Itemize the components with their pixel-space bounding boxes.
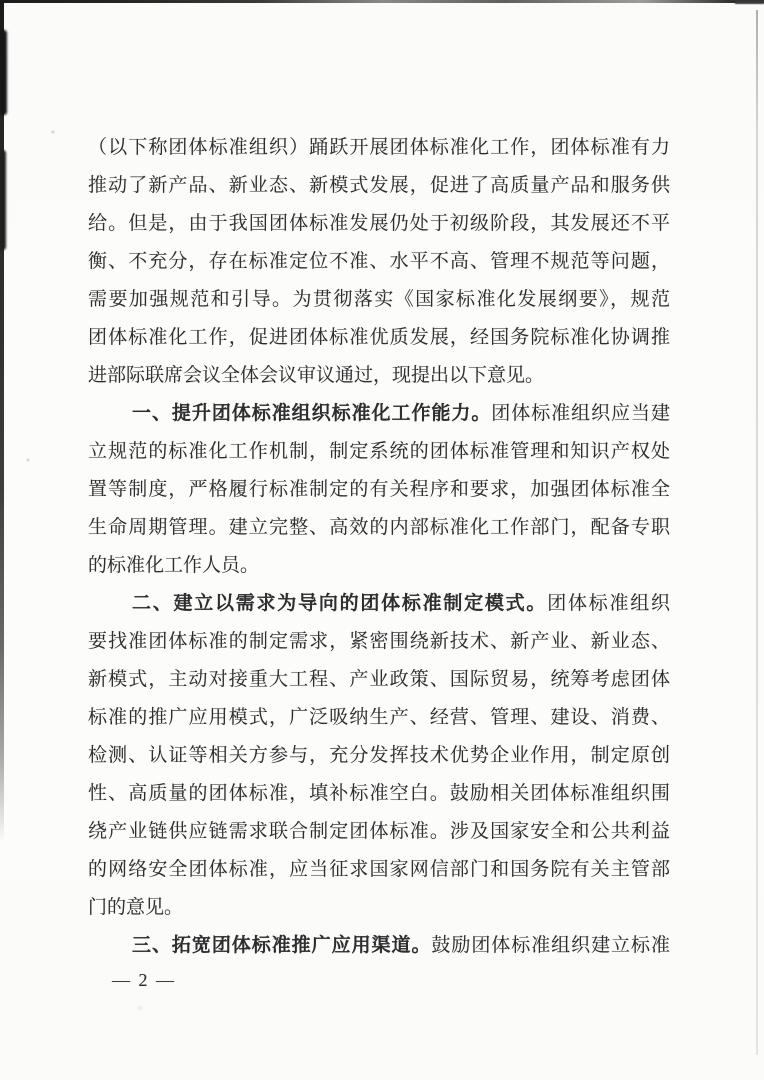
text-line: 要找准团体标准的制定需求，紧密围绕新技术、新产业、新业态、 [88, 631, 670, 652]
text-line: 推动了新产品、新业态、新模式发展，促进了高质量产品和服务供 [88, 175, 670, 196]
text-line: 需要加强规范和引导。为贯彻落实《国家标准化发展纲要》，规范 [88, 289, 670, 310]
text-line: 标准的推广应用模式，广泛吸纳生产、经营、管理、建设、消费、 [88, 707, 670, 728]
text-run: 团体标准组织应当建 [491, 403, 670, 424]
text-line: 的网络安全团体标准，应当征求国家网信部门和国务院有关主管部 [88, 859, 670, 880]
text-line: 立规范的标准化工作机制，制定系统的团体标准管理和知识产权处 [88, 441, 670, 462]
text-line [88, 395, 670, 433]
scan-edge-left-blotch [0, 30, 7, 115]
text-line: 团体标准化工作，促进团体标准优质发展，经国务院标准化协调推 [88, 327, 670, 348]
section-heading: 三、拓宽团体标准推广应用渠道。 [132, 935, 432, 956]
text-line [88, 585, 670, 623]
text-run: 鼓励团体标准组织建立标准 [431, 935, 670, 956]
text-line: （以下称团体标准组织）踊跃开展团体标准化工作，团体标准有力 [88, 137, 670, 158]
text-line [88, 927, 670, 965]
scan-edge-top [0, 0, 764, 3]
section-heading: 二、建立以需求为导向的团体标准制定模式。 [132, 593, 548, 614]
text-line: 新模式，主动对接重大工程、产业政策、国际贸易，统筹考虑团体 [88, 669, 670, 690]
text-line: 检测、认证等相关方参与，充分发挥技术优势企业作用，制定原创 [88, 745, 670, 766]
text-line: 绕产业链供应链需求联合制定团体标准。涉及国家安全和公共利益 [88, 821, 670, 842]
text-line: 置等制度，严格履行标准制定的有关程序和要求，加强团体标准全 [88, 479, 670, 500]
text-line: 生命周期管理。建立完整、高效的内部标准化工作部门，配备专职 [88, 517, 670, 538]
text-line: 性、高质量的团体标准，填补标准空白。鼓励相关团体标准组织围 [88, 783, 670, 804]
scan-edge-left-blotch [0, 150, 6, 250]
document-body [88, 129, 670, 965]
section-heading: 一、提升团体标准组织标准化工作能力。 [132, 403, 492, 424]
text-line: 的标准化工作人员。 [88, 555, 260, 576]
text-line: 进部际联席会议全体会议审议通过，现提出以下意见。 [88, 365, 545, 386]
text-line: 衡、不充分，存在标准定位不准、水平不高、管理不规范等问题， [88, 251, 670, 272]
text-line: 给。但是，由于我国团体标准发展仍处于初级阶段，其发展还不平 [88, 213, 670, 234]
scan-edge-right [756, 10, 758, 1055]
text-run: 团体标准组织 [547, 593, 670, 614]
text-line: 门的意见。 [88, 897, 184, 918]
scan-corner-mark [735, 0, 764, 4]
page-number: — 2 — [112, 970, 176, 990]
